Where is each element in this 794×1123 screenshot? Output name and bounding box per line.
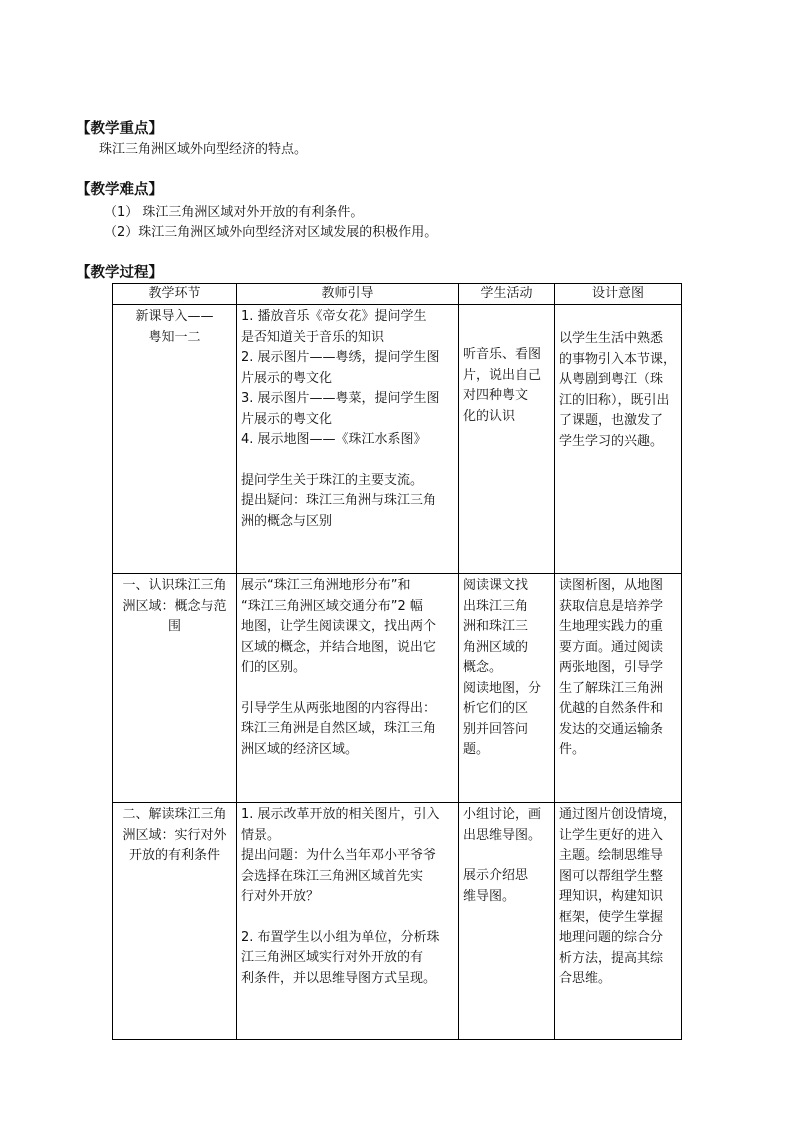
cell-line: 粤知一二 xyxy=(148,329,201,345)
cell-line: 开放的有利条件 xyxy=(128,848,220,863)
table-row xyxy=(113,803,682,1040)
cell-line: 引导学生从两张地图的内容得出： xyxy=(241,700,437,716)
cell-line: 优越的自然条件和 xyxy=(559,701,664,716)
cell-line: 听音乐、看图 xyxy=(463,347,542,362)
cell-line: 要方面。通过阅读 xyxy=(559,639,664,655)
intent-cell xyxy=(555,803,682,1040)
activity-cell xyxy=(459,574,555,803)
cell-line: 化的认识 xyxy=(463,408,516,424)
cell-line: 小组讨论，画 xyxy=(463,807,542,822)
lesson-plan-table xyxy=(112,283,682,1040)
cell-line: 片展示的粤文化 xyxy=(241,370,333,386)
cell-line: 2. 布置学生以小组为单位，分析珠 xyxy=(241,929,440,945)
cell-line: 会选择在珠江三角洲区域首先实 xyxy=(241,868,424,884)
header-stage: 教学环节 xyxy=(113,284,237,305)
cell-line: 阅读课文找 xyxy=(463,578,529,593)
difficulty-heading: 【教学难点】 xyxy=(76,182,163,198)
cell-line: 情景。 xyxy=(241,827,281,843)
cell-line: 对四种粤文 xyxy=(463,388,529,403)
cell-line: 维导图。 xyxy=(463,888,516,904)
cell-line: 件。 xyxy=(559,742,586,757)
cell-line: 行对外开放？ xyxy=(241,889,320,904)
cell-line: 提出问题：为什么当年邓小平爷爷 xyxy=(241,848,437,863)
stage-cell xyxy=(113,305,237,574)
table-row xyxy=(113,305,682,574)
cell-line: 江的旧称），既引出 xyxy=(559,392,670,408)
cell-line: 析方法，提高其综 xyxy=(559,950,664,966)
cell-line: 新课导入—— xyxy=(135,309,214,324)
cell-line: 的事物引入本节课， xyxy=(559,351,677,367)
cell-line: 以学生生活中熟悉 xyxy=(559,331,664,346)
stage-cell xyxy=(113,803,237,1040)
cell-line: 洲的概念与区别 xyxy=(241,513,333,529)
cell-line: 们的区别。 xyxy=(241,660,307,675)
cell-line: 阅读地图，分 xyxy=(463,680,542,696)
cell-line: 主题。绘制思维导 xyxy=(559,848,664,863)
key-point-text: 珠江三角洲区域外向型经济的特点。 xyxy=(99,142,308,157)
cell-line: 出珠江三角 xyxy=(463,598,529,614)
cell-line: 片展示的粤文化 xyxy=(241,411,333,427)
header-teacher: 教师引导 xyxy=(237,284,459,305)
cell-line: 利条件，并以思维导图方式呈现。 xyxy=(241,970,437,986)
cell-line: 两张地图，引导学 xyxy=(559,660,664,675)
cell-line: 二、解读珠江三角 xyxy=(122,807,227,822)
cell-line: 1. 播放音乐《帝女花》提问学生 xyxy=(241,309,427,324)
cell-line: 4. 展示地图——《珠江水系图》 xyxy=(241,432,427,447)
cell-line: 地图，让学生阅读课文，找出两个 xyxy=(241,619,437,634)
cell-line: 获取信息是培养学 xyxy=(559,598,664,614)
intent-cell xyxy=(555,574,682,803)
cell-line: 生地理实践力的重 xyxy=(559,619,664,634)
table-row xyxy=(113,574,682,803)
cell-line: 珠江三角洲是自然区域，珠江三角 xyxy=(241,721,437,736)
cell-line: 了课题，也激发了 xyxy=(559,413,664,428)
cell-line: 框架，使学生掌握 xyxy=(559,909,664,925)
cell-line: 展示介绍思 xyxy=(463,868,529,883)
cell-line: 区域的概念，并结合地图，说出它 xyxy=(241,639,437,655)
cell-line: 片，说出自己 xyxy=(463,367,542,383)
cell-line: 地理问题的综合分 xyxy=(559,930,664,945)
cell-line: 从粤剧到粤江（珠 xyxy=(559,372,664,387)
cell-line: 出思维导图。 xyxy=(463,827,542,843)
cell-line: 展示“珠江三角洲地形分布”和 xyxy=(241,578,411,593)
intent-cell xyxy=(555,305,682,574)
cell-line: 读图析图，从地图 xyxy=(559,578,664,593)
cell-line: 提出疑问：珠江三角洲与珠江三角 xyxy=(241,493,437,508)
teacher-cell xyxy=(237,574,459,803)
activity-cell xyxy=(459,305,555,574)
cell-line: 通过图片创设情境， xyxy=(559,807,677,822)
cell-line: 1. 展示改革开放的相关图片，引入 xyxy=(241,807,440,822)
cell-line: 合思维。 xyxy=(559,971,612,986)
cell-line: 江三角洲区域实行对外开放的有 xyxy=(241,950,424,965)
header-intent: 设计意图 xyxy=(555,284,682,305)
cell-line: 洲和珠江三 xyxy=(463,619,529,634)
stage-cell xyxy=(113,574,237,803)
table-header-row xyxy=(113,284,682,305)
cell-line: 角洲区域的 xyxy=(463,639,529,655)
cell-line xyxy=(241,908,454,928)
cell-line: 发达的交通运输条 xyxy=(559,721,664,737)
cell-line: 是否知道关于音乐的知识 xyxy=(241,329,385,345)
cell-line: 理知识，构建知识 xyxy=(559,889,664,904)
teacher-cell xyxy=(237,803,459,1040)
cell-line: “珠江三角洲区域交通分布”2 幅 xyxy=(241,598,423,614)
cell-line: 学生学习的兴趣。 xyxy=(559,433,664,449)
cell-line: 一、认识珠江三角 xyxy=(122,578,227,593)
cell-line: 提问学生关于珠江的主要支流。 xyxy=(241,472,424,488)
activity-cell xyxy=(459,803,555,1040)
cell-line: 图可以帮组学生整 xyxy=(559,868,664,884)
cell-line: 让学生更好的进入 xyxy=(559,827,664,843)
key-point-heading: 【教学重点】 xyxy=(76,121,163,137)
process-heading: 【教学过程】 xyxy=(76,265,163,281)
header-activity: 学生活动 xyxy=(459,284,555,305)
cell-line: 3. 展示图片——粤菜，提问学生图 xyxy=(241,391,440,406)
cell-line: 析它们的区 xyxy=(463,701,529,716)
cell-line: 洲区域：概念与范 xyxy=(122,598,227,614)
cell-line: 洲区域的经济区域。 xyxy=(241,741,359,757)
cell-line: 洲区域：实行对外 xyxy=(122,827,227,843)
cell-line: 2. 展示图片——粤绣，提问学生图 xyxy=(241,350,440,365)
difficulty-item-1: （1） 珠江三角洲区域对外开放的有利条件。 xyxy=(104,205,364,220)
cell-line: 生了解珠江三角洲 xyxy=(559,680,664,696)
teacher-cell xyxy=(237,305,459,574)
cell-line xyxy=(463,846,550,866)
cell-line xyxy=(241,679,454,699)
cell-line: 别并回答问 xyxy=(463,721,529,737)
difficulty-item-2: （2）珠江三角洲区域外向型经济对区域发展的积极作用。 xyxy=(104,225,438,240)
cell-line: 围 xyxy=(167,619,181,634)
cell-line: 题。 xyxy=(463,742,490,757)
cell-line: 概念。 xyxy=(463,660,503,675)
cell-line xyxy=(241,451,454,471)
